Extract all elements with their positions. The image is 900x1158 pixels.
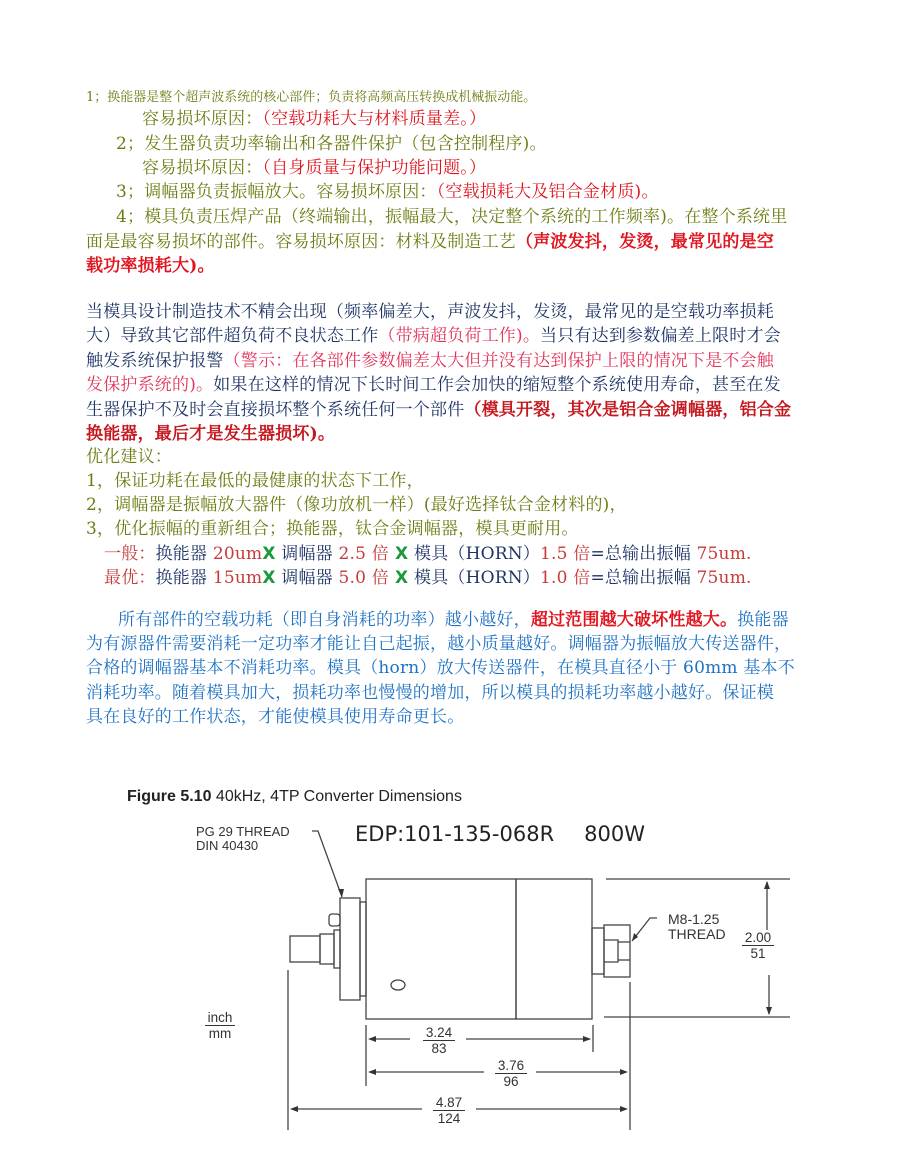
cause-reason: （自身质量与保护功能问题。） — [262, 158, 487, 178]
converter-front — [516, 879, 592, 1019]
multiply-icon: X — [262, 544, 276, 564]
formula-value: 2.5 倍 — [338, 544, 389, 564]
pg29-line1: PG 29 THREAD — [196, 824, 290, 839]
formula-value: 15um — [212, 568, 263, 588]
dim-inch: 3.24 — [423, 1025, 455, 1041]
multiply-icon: X — [388, 568, 409, 588]
formula-text: 模具（HORN） — [408, 568, 540, 588]
s2-warning: 发保护系统的)。 — [86, 375, 214, 395]
item4-line1: 4；模具负责压焊产品（终端输出，振幅最大，决定整个系统的工作频率)。在整个系统里 — [116, 207, 788, 227]
s2-text: 如果在这样的情况下长时间工作会加快的缩短整个系统使用寿命，甚至在发 — [213, 375, 781, 395]
formula-value: 20um — [212, 544, 263, 564]
formula-value: 5.0 倍 — [338, 568, 389, 588]
unit-inch: inch — [205, 1010, 236, 1026]
formula-total: 75um. — [696, 568, 752, 588]
power-rating: 800W — [584, 822, 646, 846]
formula-text: 调幅器 — [275, 544, 339, 564]
formula-text: 调幅器 — [275, 568, 339, 588]
s3-text: 所有部件的空载功耗（即自身消耗的功率）越小越好， — [118, 610, 531, 630]
formula-text: 换能器 — [155, 544, 213, 564]
m8-line2: THREAD — [668, 926, 726, 942]
m8-thread-label — [668, 912, 726, 942]
dim-mm: 96 — [503, 1074, 519, 1089]
unit-mm: mm — [208, 1026, 232, 1041]
formula-value: 1.0 倍 — [540, 568, 591, 588]
m8-line1: M8-1.25 — [668, 911, 720, 927]
unit-legend — [200, 1010, 240, 1041]
pg29-thread-label — [196, 825, 290, 853]
s2-line1: 当模具设计制造技术不精会出现（频率偏差大，声波发抖，发烫，最常见的是空载功率损耗 — [86, 302, 774, 322]
item1-text: 换能器是整个超声波系统的核心部件；负责将高频高压转换成机械振动能。 — [107, 90, 537, 105]
cause-reason: （空载功耗大与材料质量差。） — [262, 109, 487, 129]
formula-label: 最优： — [104, 568, 156, 588]
item3-reason: （空载损耗大及铝合金材质)。 — [436, 182, 659, 202]
s2-damage: （模具开裂，其次是铝合金调幅器，铝合金 — [464, 400, 792, 420]
formula-text: 模具（HORN） — [408, 544, 540, 564]
dim-mm: 124 — [437, 1111, 461, 1126]
optimization-title: 优化建议： — [86, 447, 172, 467]
dimension-body-to-stud — [486, 1058, 536, 1089]
s3-line3: 合格的调幅器基本不消耗功率。模具（horn）放大传送器件，在模具直径小于 60mm 基本不 — [86, 658, 795, 678]
s2-text: 生器保护不及时会直接损坏整个系统任何一个部件 — [86, 400, 465, 420]
s2-highlight: （带病超负荷工作)。 — [378, 326, 541, 346]
formula-value: 1.5 倍 — [540, 544, 591, 564]
item4-reason: （声波发抖，发烫，最常见的是空 — [516, 232, 774, 252]
multiply-icon: X — [388, 544, 409, 564]
model-number: EDP:101-135-068R — [355, 822, 555, 846]
cause-label: 容易损坏原因： — [142, 109, 263, 129]
figure-caption: 40kHz, 4TP Converter Dimensions — [211, 788, 462, 805]
dimension-diameter — [736, 930, 780, 961]
item3-prefix: 3； — [116, 182, 145, 202]
formula-text: =总输出振幅 — [590, 568, 697, 588]
dimension-overall-length — [424, 1095, 474, 1126]
s3-line2: 为有源器件需要消耗一定功率才能让自己起振，越小质量越好。调幅器为振幅放大传送器件， — [86, 634, 792, 654]
dim-mm: 83 — [431, 1041, 447, 1056]
item2-prefix: 2； — [116, 134, 145, 154]
formula-text: 换能器 — [155, 568, 213, 588]
item3-text: 调幅器负责振幅放大。容易损坏原因： — [144, 182, 437, 202]
pg29-line2: DIN 40430 — [196, 838, 259, 853]
formula-text: =总输出振幅 — [590, 544, 697, 564]
item4-line3: 载功率损耗大)。 — [86, 256, 215, 276]
s3-line4: 消耗功率。随着模具加大，损耗功率也慢慢的增加，所以模具的损耗功率越小越好。保证模 — [86, 683, 774, 703]
dim-inch: 2.00 — [742, 930, 774, 946]
dim-mm: 51 — [750, 946, 766, 961]
optimization-item-1: 1，保证功耗在最低的最健康的状态下工作， — [86, 471, 424, 491]
s2-text: 大）导致其它部件超负荷不良状态工作 — [86, 326, 379, 346]
multiply-icon: X — [262, 568, 276, 588]
formula-label: 一般： — [104, 544, 156, 564]
dim-inch: 3.76 — [495, 1058, 527, 1074]
item1-prefix: 1； — [86, 90, 108, 105]
optimization-item-2: 2，调幅器是振幅放大器件（像功放机一样）(最好选择钛合金材料的)， — [86, 495, 627, 515]
item4-text: 面是最容易损坏的部件。容易损坏原因：材料及制造工艺 — [86, 232, 516, 252]
s2-text: 当只有达到参数偏差上限时才会 — [540, 326, 781, 346]
dimension-body-length — [414, 1025, 464, 1056]
s3-line5: 具在良好的工作状态，才能使模具使用寿命更长。 — [86, 707, 465, 727]
optimization-item-3: 3，优化振幅的重新组合；换能器，钛合金调幅器，模具更耐用。 — [86, 519, 579, 539]
s3-highlight: 超过范围越大破坏性越大。 — [530, 610, 738, 630]
s2-line6: 换能器，最后才是发生器损坏)。 — [86, 424, 336, 444]
cause-label: 容易损坏原因： — [142, 158, 263, 178]
figure-number: Figure 5.10 — [127, 788, 212, 805]
s2-text: 触发系统保护报警 — [86, 351, 224, 371]
formula-total: 75um. — [696, 544, 752, 564]
item2-text: 发生器负责功率输出和各器件保护（包含控制程序)。 — [144, 134, 547, 154]
s3-text: 换能器 — [737, 610, 789, 630]
dim-inch: 4.87 — [433, 1095, 465, 1111]
converter-body — [366, 879, 516, 1019]
s2-warning: （警示：在各部件参数偏差太大但并没有达到保护上限的情况下是不会触 — [223, 351, 775, 371]
